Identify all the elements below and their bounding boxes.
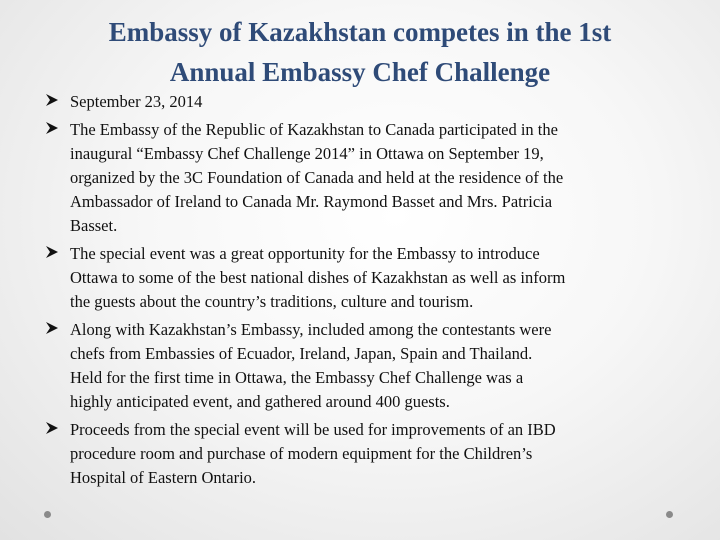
slide-title — [0, 12, 720, 92]
bullet-item — [45, 418, 685, 490]
bullet-text-line: Hospital of Eastern Ontario. — [70, 468, 257, 487]
title-line: Annual Embassy Chef Challenge — [169, 57, 551, 87]
bullet-list — [45, 90, 685, 494]
bullet-text-line: Along with Kazakhstan’s Embassy, included among the contestants were — [70, 320, 552, 339]
bullet-text-line: Proceeds from the special event will be used for improvements of an IBD — [70, 420, 556, 439]
bullet-text-line: The special event was a great opportunity for the Embassy to introduce — [70, 244, 540, 263]
title-line: Embassy of Kazakhstan competes in the 1st — [108, 17, 612, 47]
bullet-text-line: organized by the 3C Foundation of Canada and held at the residence of the — [70, 168, 564, 187]
arrowhead-bullet-icon — [45, 421, 59, 435]
bullet-item — [45, 242, 685, 314]
bullet-text-line: The Embassy of the Republic of Kazakhstan to Canada participated in the — [70, 120, 558, 139]
bullet-text-line: Basset. — [70, 216, 118, 235]
bullet-text-line: procedure room and purchase of modern equipment for the Children’s — [70, 444, 533, 463]
decorative-dot — [44, 511, 51, 518]
arrowhead-bullet-icon — [45, 121, 59, 135]
arrowhead-bullet-icon — [45, 321, 59, 335]
bullet-item — [45, 118, 685, 238]
bullet-text-line: chefs from Embassies of Ecuador, Ireland, Japan, Spain and Thailand. — [70, 344, 533, 363]
bullet-text-line: highly anticipated event, and gathered around 400 guests. — [70, 392, 450, 411]
bullet-text-line: September 23, 2014 — [70, 92, 203, 111]
bullet-item — [45, 318, 685, 414]
arrowhead-bullet-icon — [45, 93, 59, 107]
bullet-text-line: Held for the first time in Ottawa, the Embassy Chef Challenge was a — [70, 368, 524, 387]
bullet-item — [45, 90, 685, 114]
bullet-text-line: Ottawa to some of the best national dishes of Kazakhstan as well as inform — [70, 268, 566, 287]
bullet-text-line: Ambassador of Ireland to Canada Mr. Raymond Basset and Mrs. Patricia — [70, 192, 553, 211]
arrowhead-bullet-icon — [45, 245, 59, 259]
bullet-text-line: the guests about the country’s traditions, culture and tourism. — [70, 292, 474, 311]
decorative-dot — [666, 511, 673, 518]
bullet-text-line: inaugural “Embassy Chef Challenge 2014” in Ottawa on September 19, — [70, 144, 544, 163]
